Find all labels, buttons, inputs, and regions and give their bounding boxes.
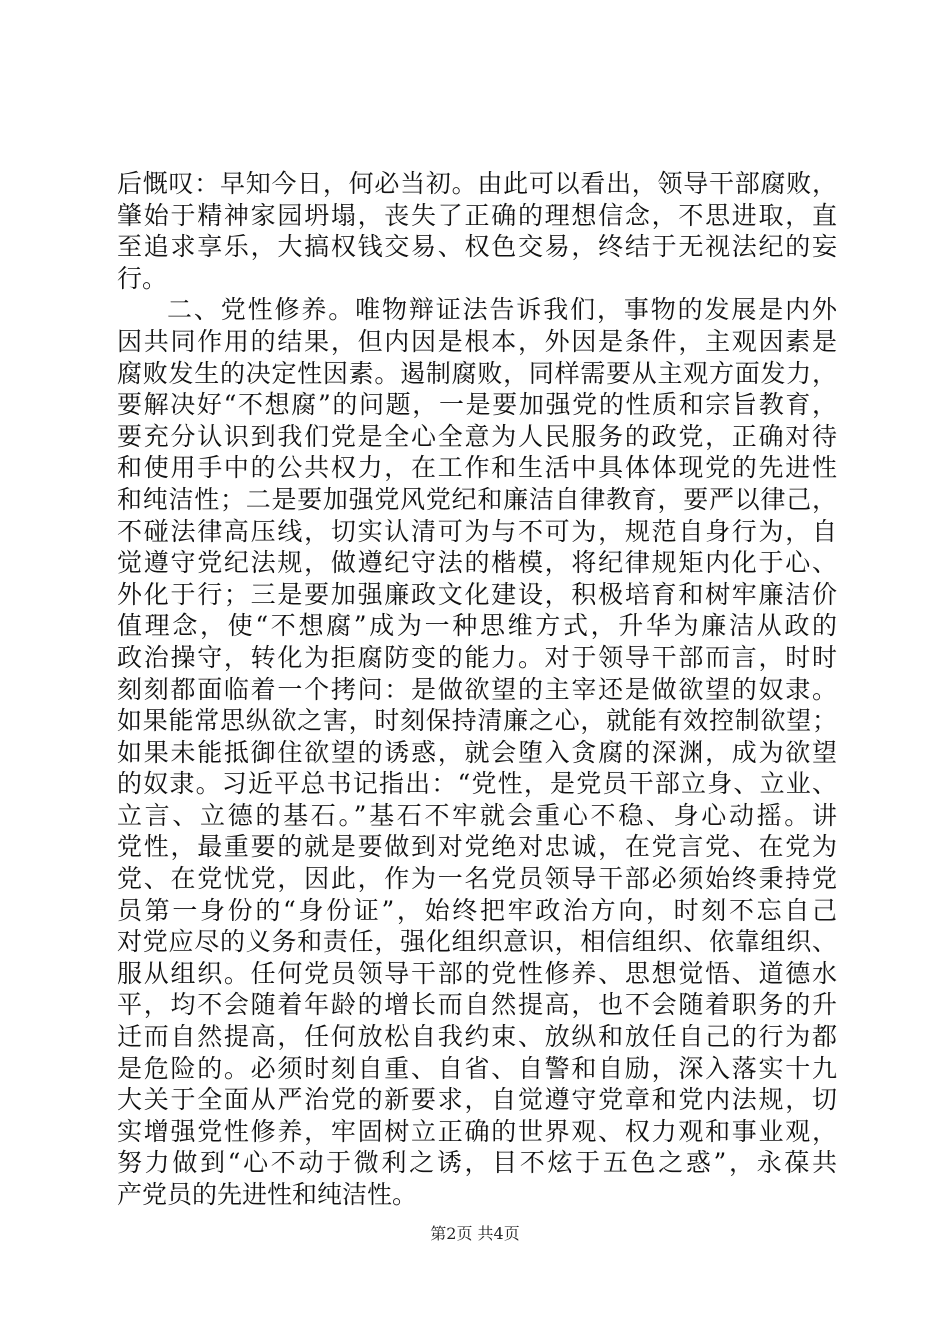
text-line: 因共同作用的结果，但内因是根本，外因是条件，主观因素是 — [117, 326, 837, 356]
text-line: 员第一身份的“身份证”，始终把牢政治方向，时刻不忘自己 — [117, 895, 837, 925]
text-line: 不碰法律高压线，切实认清可为与不可为，规范自身行为，自 — [117, 516, 837, 546]
text-line: 产党员的先进性和纯洁性。 — [117, 1180, 418, 1209]
text-line: 和使用手中的公共权力，在工作和生活中具体体现党的先进性 — [117, 453, 837, 483]
text-line: 政治操守，转化为拒腐防变的能力。对于领导干部而言，时时 — [117, 642, 837, 672]
text-line: 觉遵守党纪法规，做遵纪守法的楷模，将纪律规矩内化于心、 — [117, 548, 837, 578]
text-line: 二、党性修养。唯物辩证法告诉我们，事物的发展是内外 — [167, 295, 837, 325]
text-line: 对党应尽的义务和责任，强化组织意识，相信组织、依靠组织、 — [117, 927, 837, 957]
text-line: 外化于行；三是要加强廉政文化建设，积极培育和树牢廉洁价 — [117, 579, 837, 609]
text-line: 的奴隶。习近平总书记指出：“党性，是党员干部立身、立业、 — [117, 769, 837, 799]
page-footer: 第2页 共4页 — [430, 1224, 520, 1243]
text-line: 和纯洁性；二是要加强党风党纪和廉洁自律教育，要严以律己， — [117, 484, 837, 514]
text-line: 服从组织。任何党员领导干部的党性修养、思想觉悟、道德水 — [117, 958, 837, 988]
text-line: 值理念，使“不想腐”成为一种思维方式，升华为廉洁从政的 — [117, 611, 837, 641]
document-body — [117, 168, 837, 1211]
text-line: 刻刻都面临着一个拷问：是做欲望的主宰还是做欲望的奴隶。 — [117, 674, 837, 704]
text-line: 党性，最重要的就是要做到对党绝对忠诚，在党言党、在党为 — [117, 832, 837, 862]
text-line: 党、在党忧党，因此，作为一名党员领导干部必须始终秉持党 — [117, 864, 837, 894]
text-line: 迁而自然提高，任何放松自我约束、放纵和放任自己的行为都 — [117, 1022, 837, 1052]
text-line: 立言、立德的基石。”基石不牢就会重心不稳、身心动摇。讲 — [117, 800, 837, 830]
text-line: 努力做到“心不动于微利之诱，目不炫于五色之惑”，永葆共 — [117, 1148, 837, 1178]
text-line: 至追求享乐，大搞权钱交易、权色交易，终结于无视法纪的妄 — [117, 232, 837, 262]
text-line: 要解决好“不想腐”的问题，一是要加强党的性质和宗旨教育， — [117, 390, 837, 420]
text-line: 大关于全面从严治党的新要求，自觉遵守党章和党内法规，切 — [117, 1085, 837, 1115]
text-line: 肇始于精神家园坍塌，丧失了正确的理想信念，不思进取，直 — [117, 200, 837, 230]
text-line: 如果能常思纵欲之害，时刻保持清廉之心，就能有效控制欲望； — [117, 706, 837, 736]
text-line: 后慨叹：早知今日，何必当初。由此可以看出，领导干部腐败， — [117, 169, 837, 198]
text-line: 实增强党性修养，牢固树立正确的世界观、权力观和事业观， — [117, 1116, 837, 1146]
text-line: 行。 — [117, 263, 168, 293]
text-line: 是危险的。必须时刻自重、自省、自警和自励，深入落实十九 — [117, 1053, 837, 1083]
text-line: 如果未能抵御住欲望的诱惑，就会堕入贪腐的深渊，成为欲望 — [117, 737, 837, 767]
text-line: 要充分认识到我们党是全心全意为人民服务的政党，正确对待 — [117, 421, 837, 451]
text-line: 平，均不会随着年龄的增长而自然提高，也不会随着职务的升 — [117, 990, 837, 1020]
text-line: 腐败发生的决定性因素。遏制腐败，同样需要从主观方面发力， — [117, 358, 837, 388]
